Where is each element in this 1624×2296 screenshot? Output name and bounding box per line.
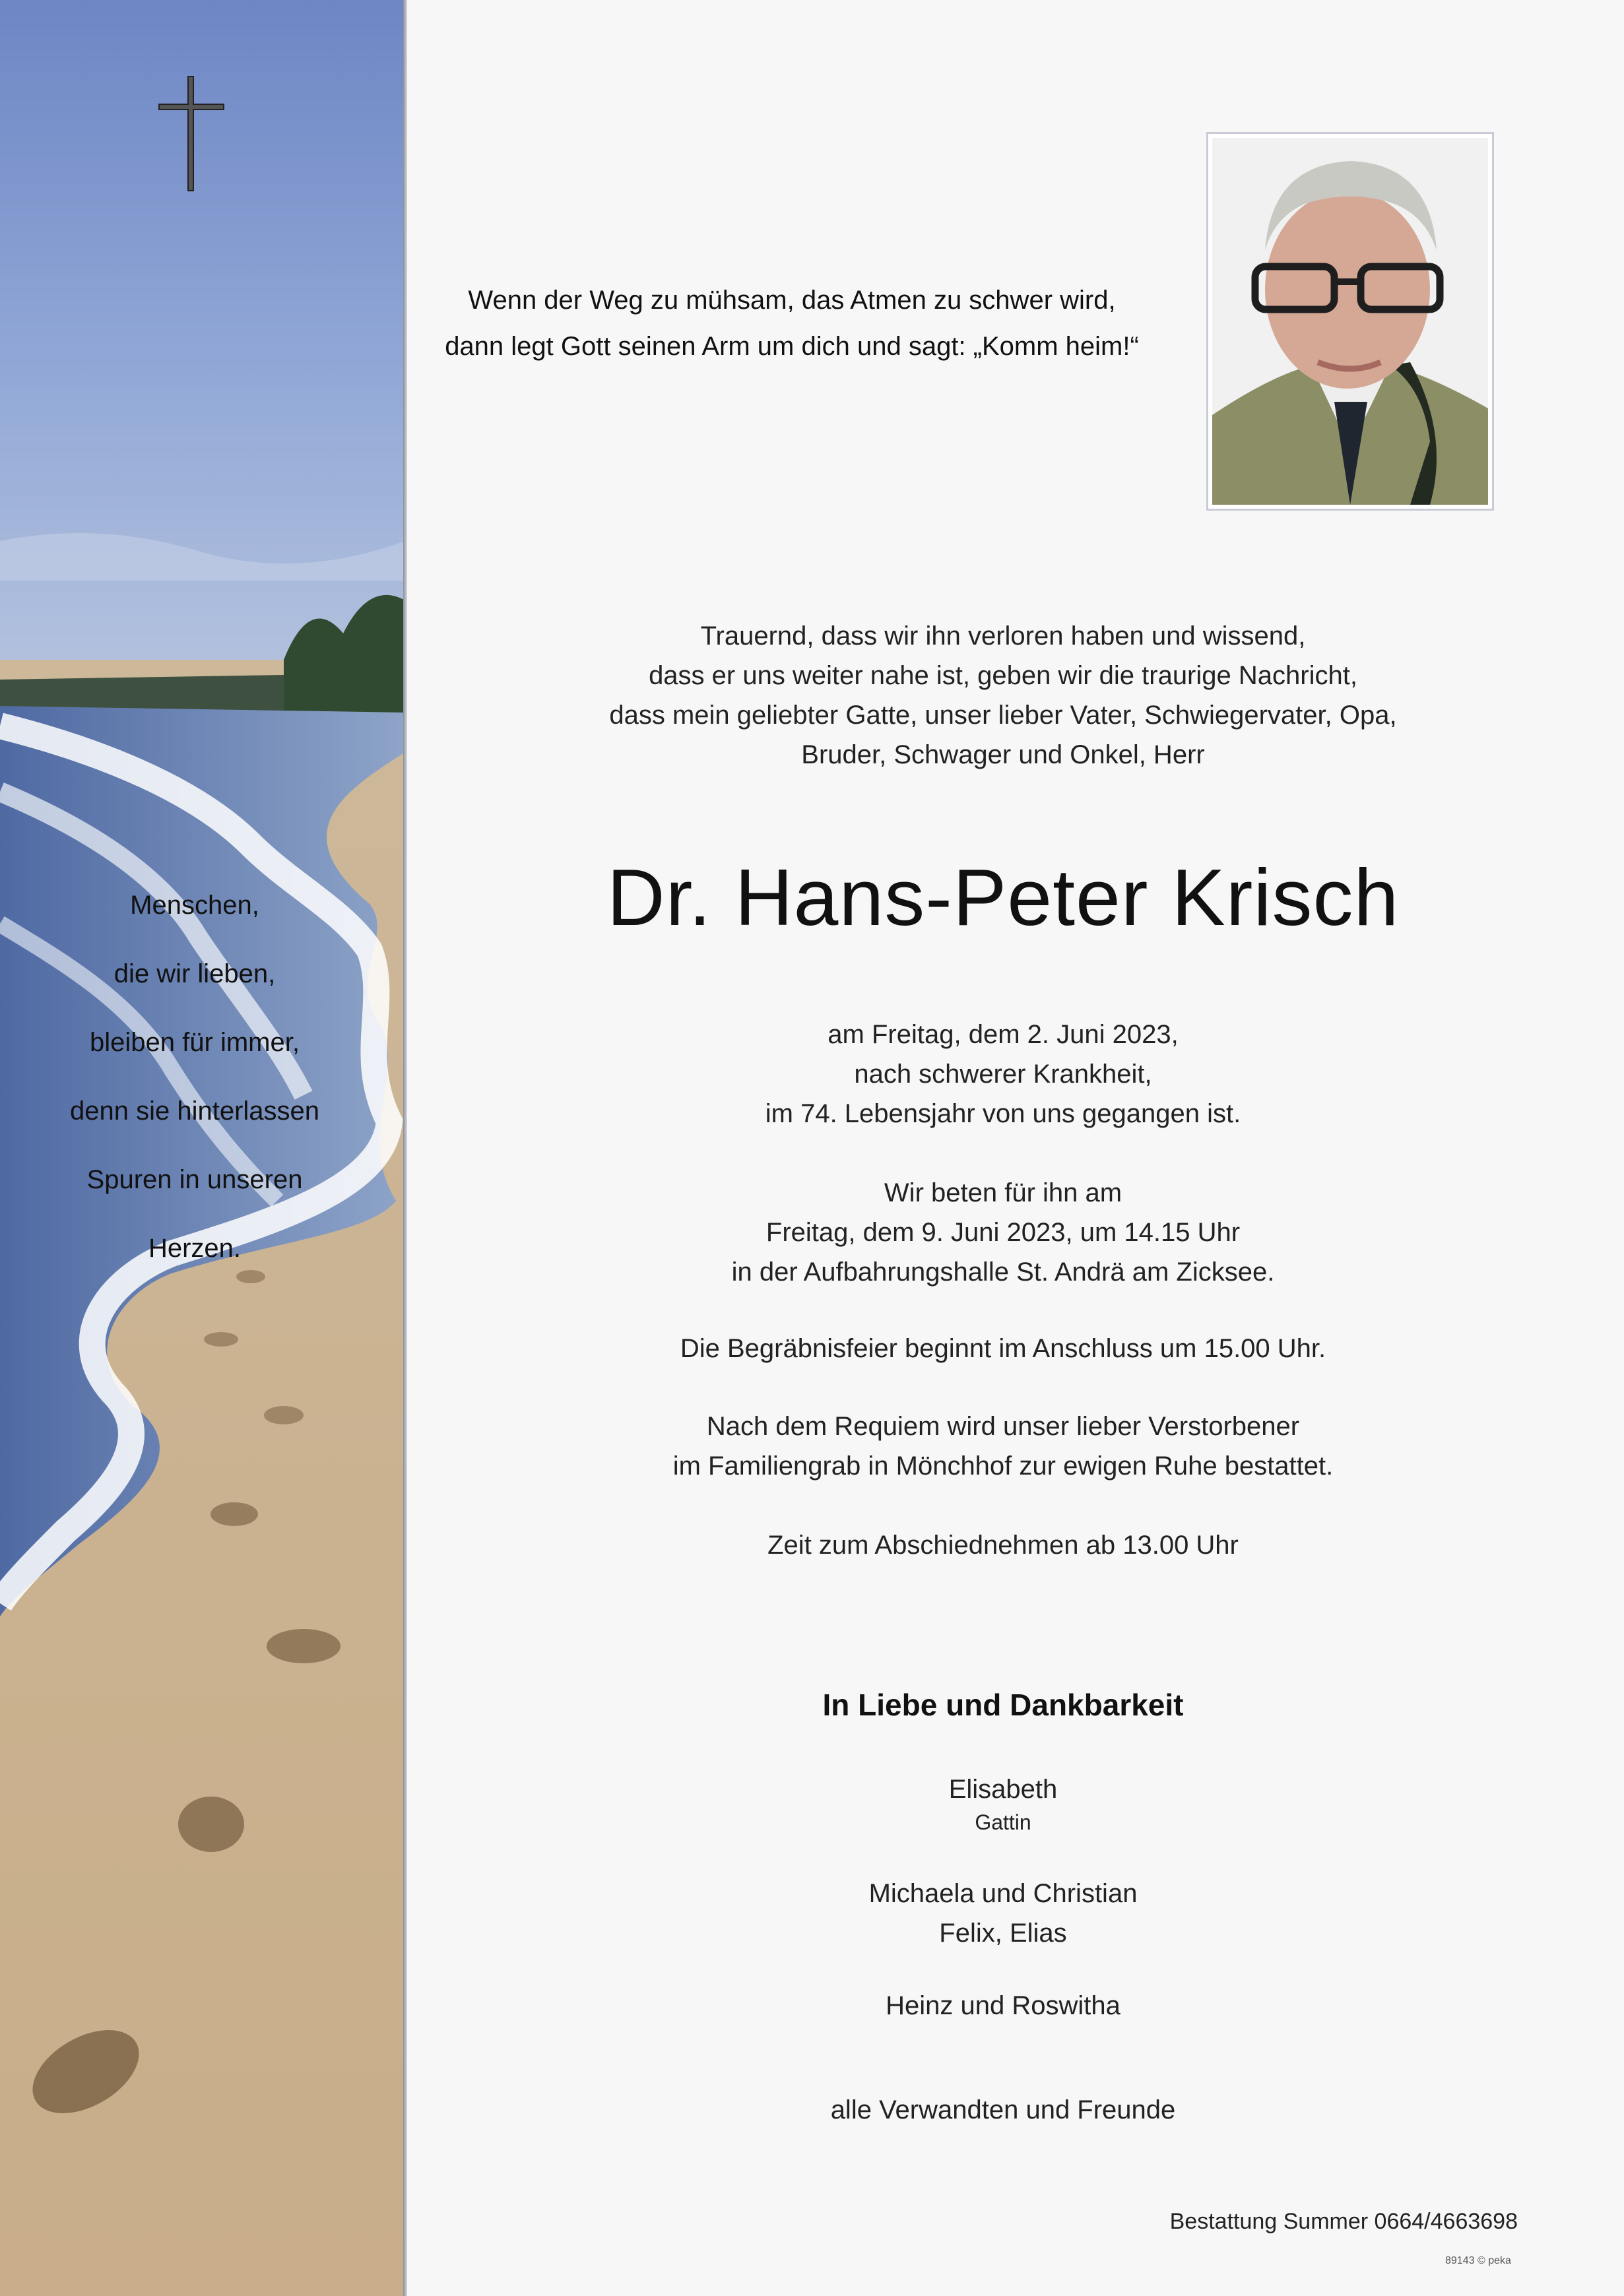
burial-line: im Familiengrab in Mönchhof zur ewigen Ruhe bestattet. [672,1451,1334,1481]
intro-line: Bruder, Schwager und Onkel, Herr [801,740,1205,769]
verse-line: bleiben für immer, [90,1028,300,1057]
farewell-line: Zeit zum Abschiednehmen ab 13.00 Uhr [767,1531,1239,1560]
intro-line: dass er uns weiter nahe ist, geben wir die traurige Nachricht, [649,661,1357,690]
funeral-notice [515,1329,1491,1368]
verse-line: die wir lieben, [114,959,276,988]
death-line: im 74. Lebensjahr von uns gegangen ist. [765,1099,1241,1128]
others-names: alle Verwandten und Freunde [830,2095,1176,2124]
prayer-line: Freitag, dem 9. Juni 2023, um 14.15 Uhr [765,1218,1241,1247]
farewell-notice [515,1525,1491,1565]
verse-line: Spuren in unseren [86,1165,303,1194]
quote-line: dann legt Gott seinen Arm um dich und sagt: „Komm heim!“ [445,332,1139,361]
burial-notice [515,1407,1491,1486]
portrait-image [1212,138,1488,505]
prayer-line: Wir beten für ihn am [884,1178,1122,1207]
intro-line: dass mein geliebter Gatte, unser lieber Vater, Schwiegervater, Opa, [609,701,1397,730]
strip-border [403,0,407,2296]
spouse-role: Gattin [975,1810,1031,1834]
deceased-name: Dr. Hans-Peter Krisch [606,852,1400,942]
signature-others [515,2090,1491,2130]
verse-line: denn sie hinterlassen [69,1097,320,1126]
verse-line: Menschen, [130,891,259,920]
closing-phrase: In Liebe und Dankbarkeit [822,1688,1184,1722]
signature-spouse [515,1770,1491,1835]
death-line: am Freitag, dem 2. Juni 2023, [828,1020,1179,1049]
prayer-line: in der Aufbahrungshalle St. Andrä am Zicksee. [731,1258,1275,1287]
signature-siblings [515,1986,1491,2025]
print-mark [1445,2255,1511,2267]
siblings-names: Heinz und Roswitha [886,1991,1121,2020]
spouse-name: Elisabeth [948,1775,1058,1804]
portrait-photo [1206,132,1494,511]
announcement-intro [515,616,1491,775]
death-line: nach schwerer Krankheit, [854,1060,1152,1089]
prayer-notice [515,1173,1491,1292]
side-verse [26,871,363,1283]
signature-children [515,1874,1491,1953]
intro-line: Trauernd, dass wir ihn verloren haben und wissend, [700,622,1306,651]
children-names: Michaela und Christian [868,1879,1138,1908]
funeral-line: Die Begräbnisfeier beginnt im Anschluss um 15.00 Uhr. [680,1334,1326,1363]
verse-line: Herzen. [148,1234,242,1263]
quote-line: Wenn der Weg zu mühsam, das Atmen zu schwer wird, [468,286,1116,315]
undertaker-contact: Bestattung Summer 0664/4663698 [1169,2209,1518,2234]
print-brand: © peka [1477,2255,1511,2266]
death-notice [515,1015,1491,1133]
grandchildren-names: Felix, Elias [939,1919,1067,1948]
quote [422,277,1161,369]
cross-icon [158,76,224,195]
print-code: 89143 [1445,2255,1475,2266]
burial-line: Nach dem Requiem wird unser lieber Verstorbener [706,1412,1300,1441]
